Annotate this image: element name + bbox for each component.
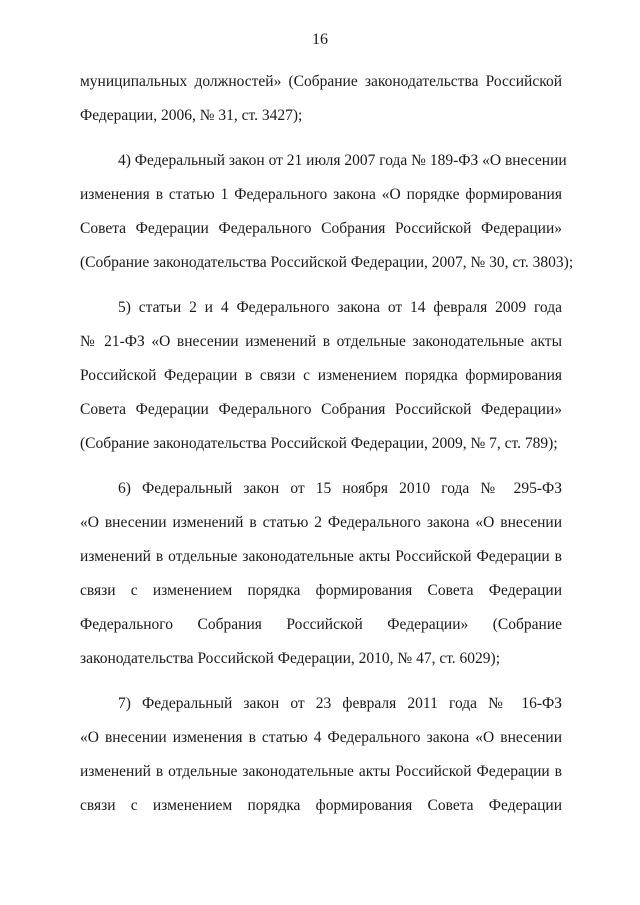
text-line: изменения в статью 1 Федерального закона «О порядке формирования [80,186,562,203]
text-line: Федерального Собрания Российской Федерации» (Собрание [80,616,562,633]
text-line: связи с изменением порядка формирования Совета Федерации [80,582,562,599]
text-line: Федерации, 2006, № 31, ст. 3427); [80,107,303,124]
text-line: Совета Федерации Федерального Собрания Российской Федерации» [80,220,562,237]
text-line: «О внесении изменения в статью 4 Федерального закона «О внесении [80,729,562,746]
list-item-5 [80,291,562,461]
text-line: 6) Федеральный закон от 15 ноября 2010 года № 295-ФЗ [118,480,562,497]
text-line: муниципальных должностей» (Собрание законодательства Российской [80,73,562,90]
text-line: законодательства Российской Федерации, 2010, № 47, ст. 6029); [80,650,501,667]
text-line: Совета Федерации Федерального Собрания Российской Федерации» [80,401,562,418]
list-item-4 [80,144,574,280]
list-item-6 [80,472,562,676]
text-line: № 21-ФЗ «О внесении изменений в отдельные законодательные акты [80,333,562,350]
text-line: 5) статьи 2 и 4 Федерального закона от 14 февраля 2009 года [118,299,562,316]
paragraph-continuation [80,65,562,133]
text-line: 4) Федеральный закон от 21 июля 2007 года № 189-ФЗ «О внесении [118,152,567,169]
document-body [80,65,574,823]
text-line: 7) Федеральный закон от 23 февраля 2011 года № 16-ФЗ [118,695,562,712]
text-line: изменений в отдельные законодательные акты Российской Федерации в [80,548,562,565]
list-item-7 [80,687,562,823]
text-line: «О внесении изменений в статью 2 Федерального закона «О внесении [80,514,562,531]
text-line: (Собрание законодательства Российской Федерации, 2007, № 30, ст. 3803); [80,254,574,271]
text-line: изменений в отдельные законодательные акты Российской Федерации в [80,763,562,780]
text-line: Российской Федерации в связи с изменением порядка формирования [80,367,562,384]
text-line: (Собрание законодательства Российской Федерации, 2009, № 7, ст. 789); [80,435,558,452]
page-number: 16 [312,31,328,48]
text-line: связи с изменением порядка формирования Совета Федерации [80,797,562,814]
